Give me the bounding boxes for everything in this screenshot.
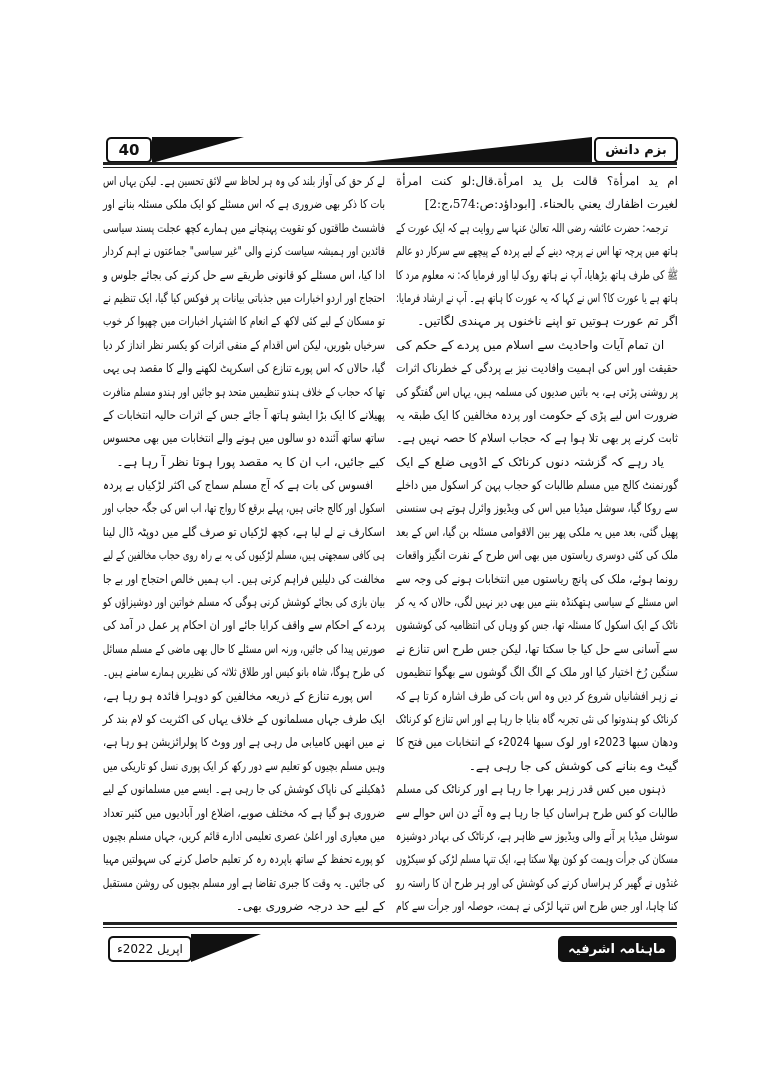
text-line: ہاتھ میں پرچہ تھا اس نے پرچہ دینے کے لیے پردہ کے پیچھے سے سرکار دو عالم [396,244,678,259]
text-line: بیان بازی کی بجائے کوشش کرنی ہوگی کہ مسلم خواتین اور دوشیزاؤں کو [102,595,385,610]
text-line: ام يد امرأة؟ قالت بل يد امرأة.قال:لو كنت امرأة [396,174,678,188]
text-line: رونما ہوئے، ملک کی پانچ ریاستوں میں انتخابات ہونے کی وجہ سے [395,571,678,586]
text-line: اس مسئلے کے سیاسی ہتھکنڈہ بننے میں بھی دیر نہیں لگی، حالاں کہ یہ کر [395,595,678,610]
text-line: ایک طرف جہاں مسلمانوں کے خلاف یہاں کی اکثریت کو لام بند کر [102,711,385,726]
text-line: نے میں انھیں کامیابی مل رہی ہے اور ووٹ کا پولرائزیشن ہو رہا ہے، [102,735,385,750]
page-number: 40 [106,137,152,163]
text-line: وہیں مسلم بچیوں کو تعلیم سے دور رکھ کر ایک پوری نسل کو تاریکی میں [103,758,385,773]
text-line: ﷺ کی طرف ہاتھ بڑھایا، آپ نے ہاتھ روک لیا اور فرمایا کہ: نہ معلوم مرد کا [395,267,678,282]
text-line: پر روشنی پڑتی ہے، یہ باتیں صدیوں کی مسلمہ ہیں، یہاں اس گفتگو کی [396,384,678,399]
text-line: نے زہر افشانیاں شروع کر دیں وہ اس بات کی طرف اشارہ کرتا ہے کہ [395,688,678,703]
text-line: میں معیاری اور اعلیٰ عصری تعلیمی ادارے قائم کریں، جہاں مسلم بچیوں [102,828,386,843]
right-column [396,170,678,919]
footer-wedge [191,934,261,962]
text-line: گیا، حالاں کہ اس پورے تنازع کی اسکرپٹ لکھنے والے کا مقصد ہی یہی [103,361,385,376]
text-line: کیے جائیں، اب ان کا یہ مقصد پورا ہوتا نظر آ رہا ہے۔ [116,454,385,469]
text-line: ان تمام آیات واحادیث سے اسلام میں پردے کے حکم کی [395,337,665,352]
text-line: مسکان کی جرأت وہمت کو کون بھلا سکتا ہے، ایک تنہا مسلم لڑکی کو سیکڑوں [396,852,678,867]
text-line: سرخیاں بٹوریں، لیکن اس اقدام کے منفی اثرات کو یکسر نظر انداز کر دیا [103,337,385,352]
text-line: ہی کافی سمجھتی ہیں، مسلم لڑکیوں کی یہ بے راہ روی حجاب مخالفین کے لیے [103,548,385,563]
text-line: لے کر حق کی آواز بلند کی وہ ہر لحاظ سے لائق تحسین ہے۔ لیکن یہاں اس [103,174,385,188]
text-line: حقیقت اور اس کی اہمیت وافادیت نیز بے پردگی کے خطرناک اثرات [396,361,678,376]
left-column [103,170,385,919]
text-line: قائدین اور ہمیشہ سیاست کرنے والی "غیر سیاسی" جماعتوں نے اہم کردار [103,244,385,259]
text-line: تو مسکان کے لیے کئی لاکھ کے انعام کا اشتہار اخبارات میں چھپوا کر خوب [103,314,385,329]
text-line: سنگین رُخ اختیار کیا اور ملک کے الگ الگ گوشوں سے بھگوا تنظیموں [396,665,678,680]
text-line: ثابت کرنے پر بھی تلا ہوا ہے کہ حجاب اسلام کا حصہ نہیں ہے۔ [396,431,678,446]
text-line: کو پورے تحفظ کے ساتھ باپردہ رہ کر تعلیم حاصل کرنے کی سہولتیں مہیا [103,852,385,867]
text-line: غنڈوں نے گھیر کر ہراساں کرنے کی کوشش کی اور ہر طرح ان کا راستہ رو [396,875,678,890]
header-wedge-right [356,137,592,163]
text-line: افسوس کی بات ہے کہ آج مسلم سماج کی اکثر لڑکیاں بے پردہ [103,478,374,493]
section-title: بزم دانش [594,137,678,163]
magazine-name: ماہنامہ اشرفیہ [558,936,676,962]
text-line: کنا چاہا، اور جس طرح اس تنہا لڑکی نے ہمت، حوصلہ اور جرأت سے کام [396,899,678,914]
text-line: بات کا ذکر بھی ضروری ہے کہ اس مسئلے کو ایک ملکی مسئلہ بنانے اور [103,197,385,212]
text-line: سے آسانی سے حل کیا جا سکتا تھا، لیکن جس طرح اس تنازع نے [396,641,678,656]
text-line: ضرورت اس لیے پڑی کے حکومت اور پردہ مخالفین کا ایک طبقہ یہ [395,407,678,422]
text-line: گورنمنٹ کالج میں مسلم طالبات کو حجاب پہن کر اسکول میں داخلے [396,478,678,493]
text-line: سوشل میڈیا پر آنے والی ویڈیوز سے ظاہر ہے، کرناٹک کی بہادر دوشیزہ [395,828,678,843]
text-line: سے روکا گیا، سوشل میڈیا میں اس کی ویڈیوز وائرل ہوتے ہی سنسنی [396,501,678,516]
text-line: فاشسٹ طاقتوں کو تقویت پہنچانے میں ہمارے کچھ عجلت پسند سیاسی [103,220,385,235]
header-divider [103,162,677,168]
text-line: پردے کے احکام سے واقف کرایا جائے اور ان احکام پر عمل در آمد کی [102,618,385,633]
text-line: پھیلانے کا ایک بڑا ایشو ہاتھ آ جائے جس کے اثرات حالیہ انتخابات کے [102,407,385,422]
text-line: ناٹک کے ایک اسکول کا مسئلہ تھا، جس کو وہاں کی انتظامیہ کی کوششوں [395,618,678,633]
text-line: اسکارف نے لے لیا ہے، کچھ لڑکیاں تو صرف گلے میں دوپٹہ ڈال لینا [102,524,386,539]
text-line: ضروری ہو گیا ہے کہ مختلف صوبے، اضلاع اور آبادیوں میں کثیر تعداد [102,805,385,820]
text-line: احتجاج اور اردو اخبارات میں جذباتی بیانات پر فوکس کیا گیا، ایک تنظیم نے [103,290,385,305]
text-line: طالبات کو کس طرح ہراساں کیا جا رہا ہے وہ آئے دن اس حوالے سے [395,805,678,820]
footer-divider [103,922,677,928]
text-line: پھیل گئی، بعد میں یہ ملکی پھر بین الاقوامی مسئلہ بن گیا، اس کے بعد [396,524,678,539]
text-line: ساتھ ساتھ آئندہ دو سالوں میں ہونے والے انتخابات میں بھی محسوس [103,431,385,446]
text-line: یاد رہے کہ گزشتہ دنوں کرناٹک کے اڈوپی ضلع کے ایک [396,454,664,469]
text-line: کی طرح ہوگا، شاہ بانو کیس اور طلاق ثلاثہ کی نظیریں ہمارے سامنے ہیں۔ [102,665,386,680]
text-line: اس پورے تنازع کے ذریعہ مخالفین کو دوہرا فائدہ ہو رہا ہے، [103,688,373,703]
text-line: اگر تم عورت ہوتیں تو اپنے ناخنوں پر مہندی لگاتیں۔ [417,314,678,329]
text-line: کرناٹک کو ہندوتوا کی نئی تجربہ گاہ بنایا جا رہا ہے اور اس تنازع کو کرناٹک [395,711,678,726]
text-line: کی جائیں۔ یہ وقت کا جبری تقاضا ہے اور مسلم بچیوں کی روشن مستقبل [102,875,385,890]
text-line: ڈھکیلنے کی ناپاک کوشش کی جا رہی ہے۔ ایسے میں مسلمانوں کے لیے [102,782,385,797]
text-line: صورتیں پیدا کی جائیں، ورنہ اس مسئلے کا حال بھی ماضی کے مسلم مسائل [102,641,385,656]
text-line: کے لیے حد درجہ ضروری بھی۔ [235,899,385,914]
text-line: لغيرت اظفارك يعني بالحناء. [ابوداؤد:ص:574،ج:2] [424,197,678,212]
text-line: گیٹ وے بنانے کی کوشش کی جا رہی ہے۔ [468,758,678,773]
header-wedge-left [152,137,244,163]
text-line: تھا کہ حجاب کے خلاف ہندو تنظیمیں متحد ہو جائیں اور ہندو مسلم منافرت [102,384,385,399]
text-line: ہاتھ ہے یا عورت کا؟ اس نے کہا کہ یہ عورت کا ہاتھ ہے۔ آپ نے ارشاد فرمایا: [396,290,678,305]
issue-date: اپریل 2022ء [108,936,192,962]
text-line: ترجمہ: حضرت عائشہ رضی اللہ تعالیٰ عنہا سے روایت ہے کہ ایک عورت کے [395,220,668,235]
text-line: مخالفت کی دلیلیں فراہم کرتی ہیں۔ اب ہمیں خالص احتجاج اور بے جا [102,571,386,586]
text-line: ملک کی کئی دوسری ریاستوں میں بھی اس طرح کے نفرت انگیز واقعات [396,548,678,563]
text-line: اسکول اور کالج جاتی ہیں، پہلے برقع کا رواج تھا، اب اس کی جگہ حجاب اور [102,501,386,516]
text-line: ودھان سبھا 2023ء اور لوک سبھا 2024ء کے انتخابات میں فتح کا [396,735,678,750]
text-line: ادا کیا، اس مسئلے کو قانونی طریقے سے حل کرنے کی بجائے جلوس و [102,267,385,282]
text-line: ذہنوں میں کس قدر زہر بھرا جا رہا ہے اور کرناٹک کی مسلم [396,782,666,797]
